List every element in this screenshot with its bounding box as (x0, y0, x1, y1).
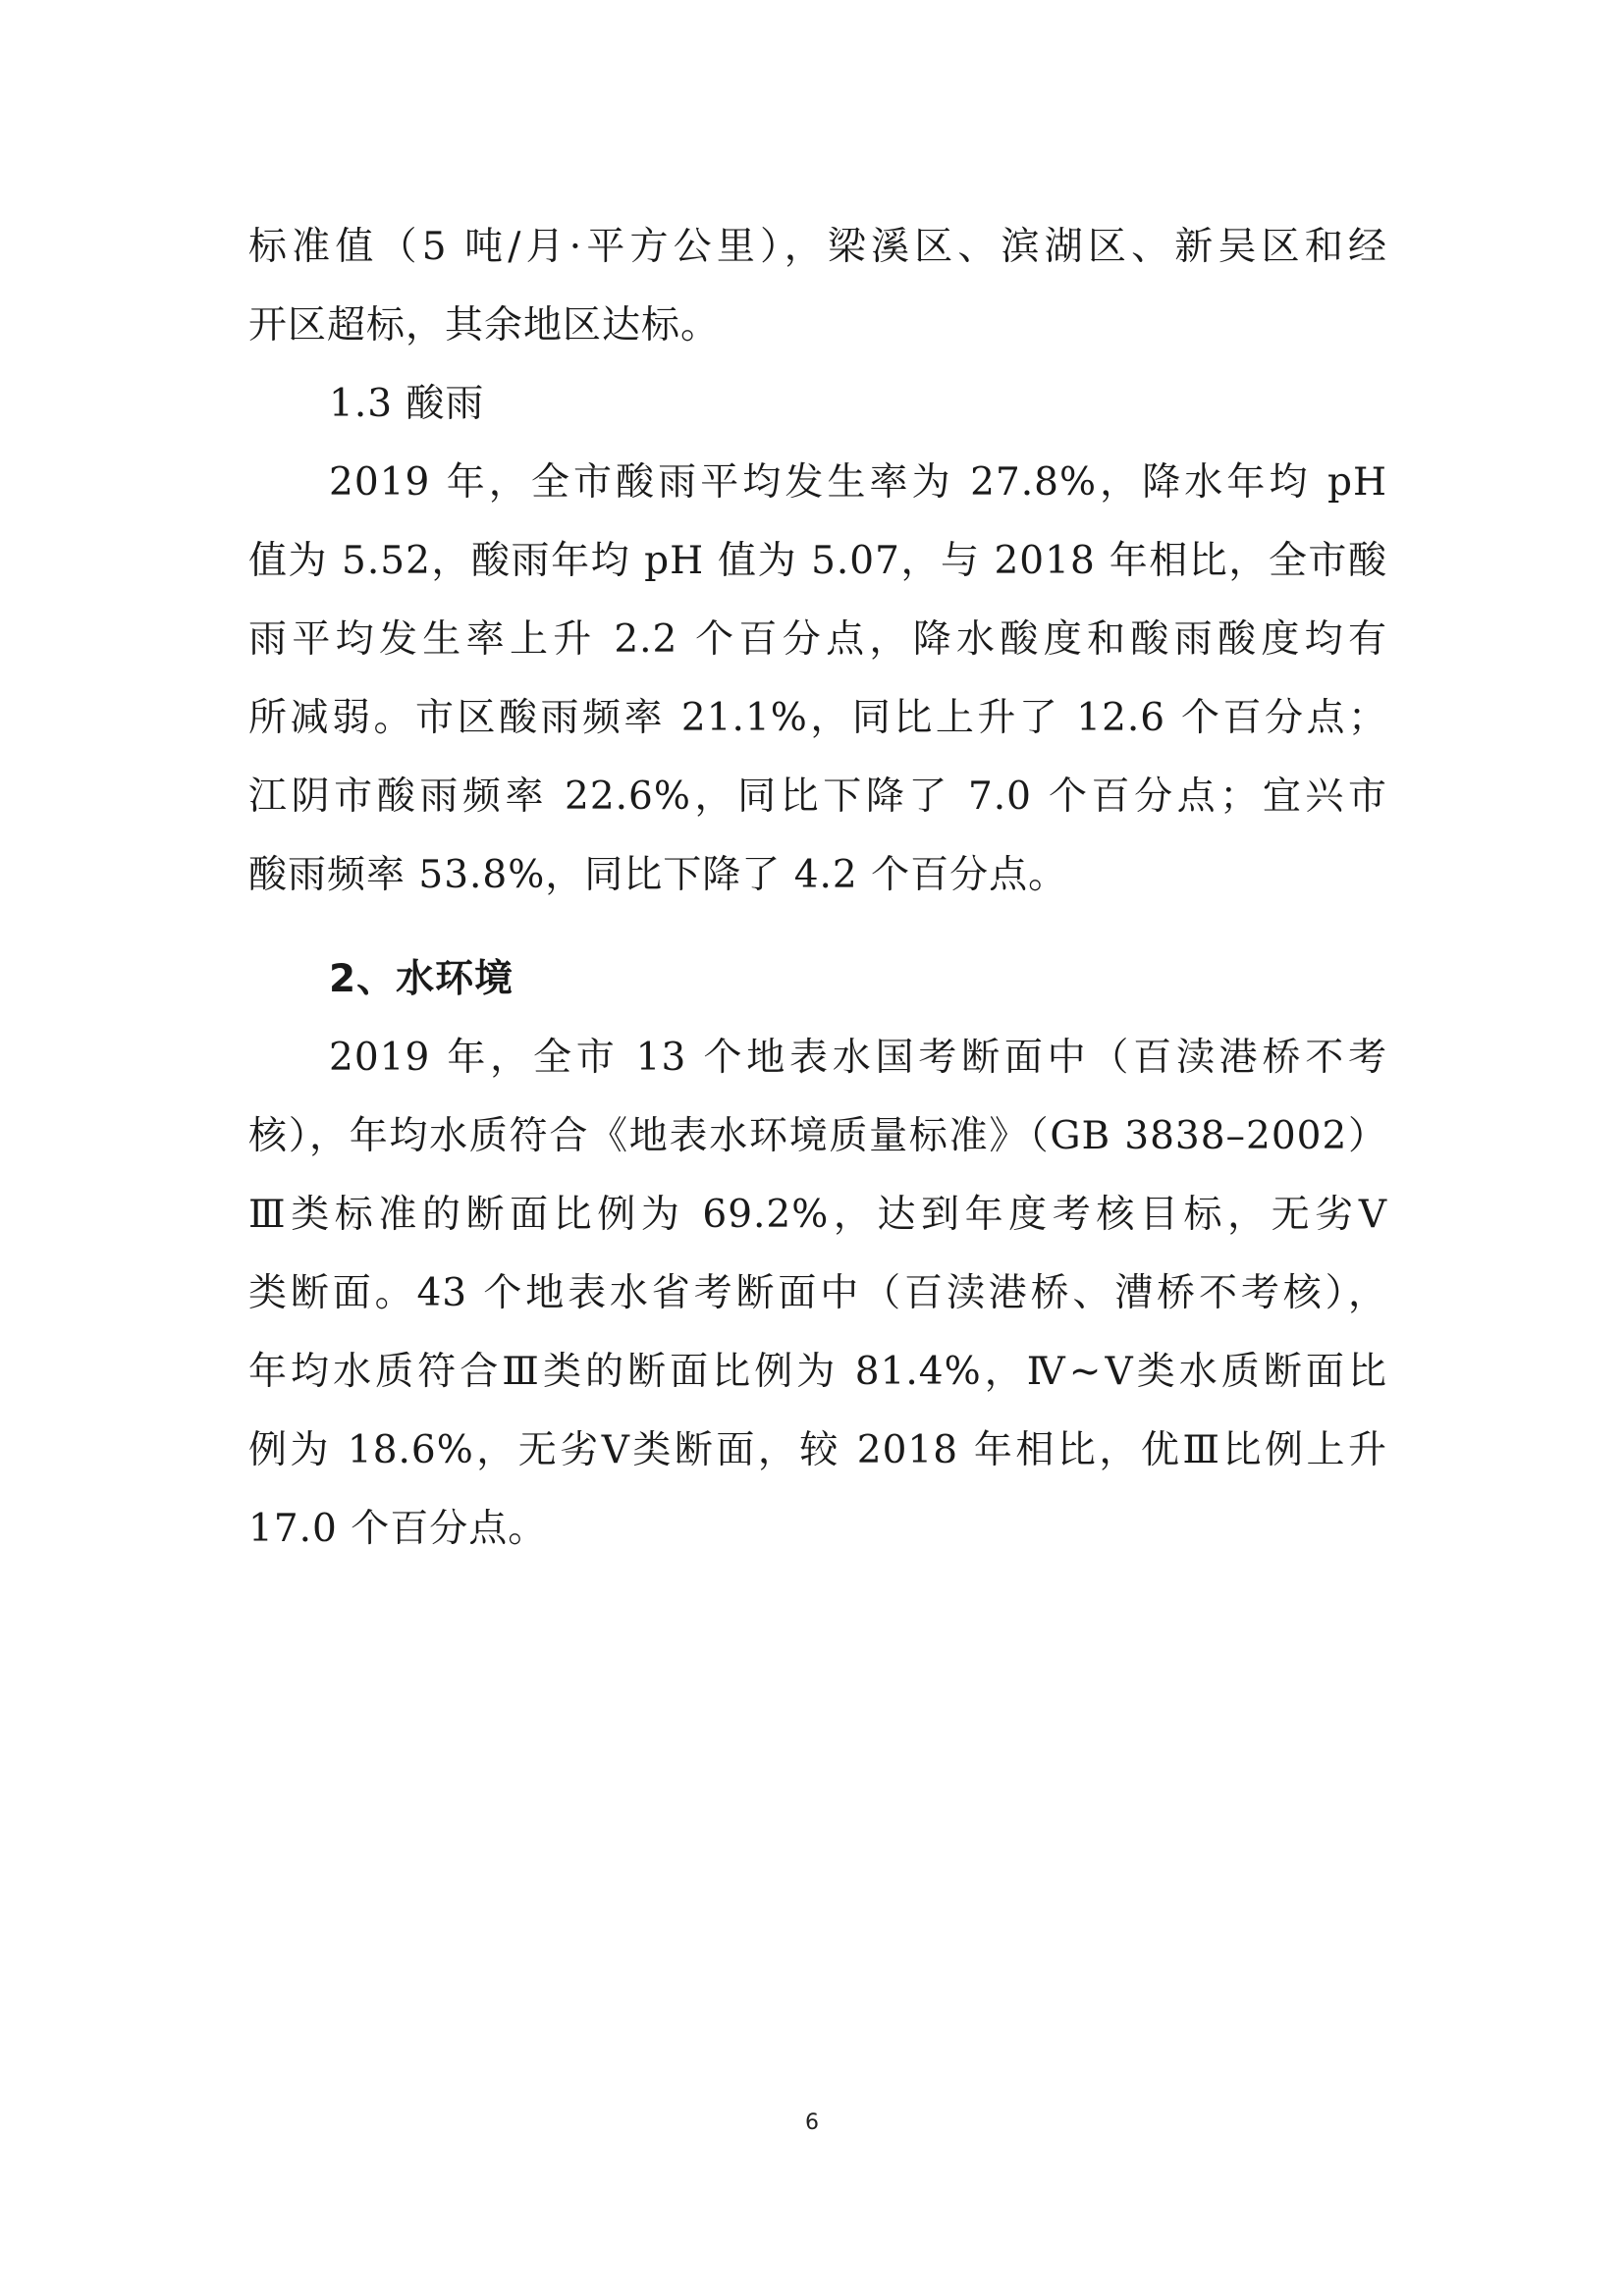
page-number: 6 (805, 2110, 819, 2135)
section-heading-water: 2、水环境 (329, 957, 514, 1001)
paragraph-line: 例为 18.6%，无劣Ⅴ类断面，较 2018 年相比，优Ⅲ比例上升 (248, 1428, 1387, 1472)
paragraph-line: 所减弱。市区酸雨频率 21.1%，同比上升了 12.6 个百分点； (248, 696, 1387, 740)
paragraph-line: 雨平均发生率上升 2.2 个百分点，降水酸度和酸雨酸度均有 (248, 617, 1387, 662)
paragraph-line: 年均水质符合Ⅲ类的断面比例为 81.4%，Ⅳ~Ⅴ类水质断面比 (248, 1350, 1387, 1394)
paragraph-line: Ⅲ类标准的断面比例为 69.2%，达到年度考核目标，无劣Ⅴ (248, 1193, 1387, 1237)
paragraph-line: 标准值（5 吨/月·平方公里），梁溪区、滨湖区、新吴区和经 (248, 225, 1387, 269)
paragraph-line: 类断面。43 个地表水省考断面中（百渎港桥、漕桥不考核）， (248, 1271, 1387, 1315)
paragraph-line: 2019 年，全市酸雨平均发生率为 27.8%，降水年均 pH (329, 460, 1387, 505)
paragraph-line: 酸雨频率 53.8%，同比下降了 4.2 个百分点。 (248, 853, 1068, 897)
paragraph-line: 17.0 个百分点。 (248, 1507, 548, 1551)
paragraph-line: 核），年均水质符合《地表水环境质量标准》（GB 3838–2002） (248, 1114, 1387, 1158)
paragraph-line: 2019 年，全市 13 个地表水国考断面中（百渎港桥不考 (329, 1036, 1387, 1080)
paragraph-line: 江阴市酸雨频率 22.6%，同比下降了 7.0 个百分点；宜兴市 (248, 774, 1387, 819)
section-heading-acid-rain: 1.3 酸雨 (329, 382, 485, 426)
paragraph-line: 值为 5.52，酸雨年均 pH 值为 5.07，与 2018 年相比，全市酸 (248, 539, 1387, 583)
paragraph-line: 开区超标，其余地区达标。 (248, 303, 721, 347)
